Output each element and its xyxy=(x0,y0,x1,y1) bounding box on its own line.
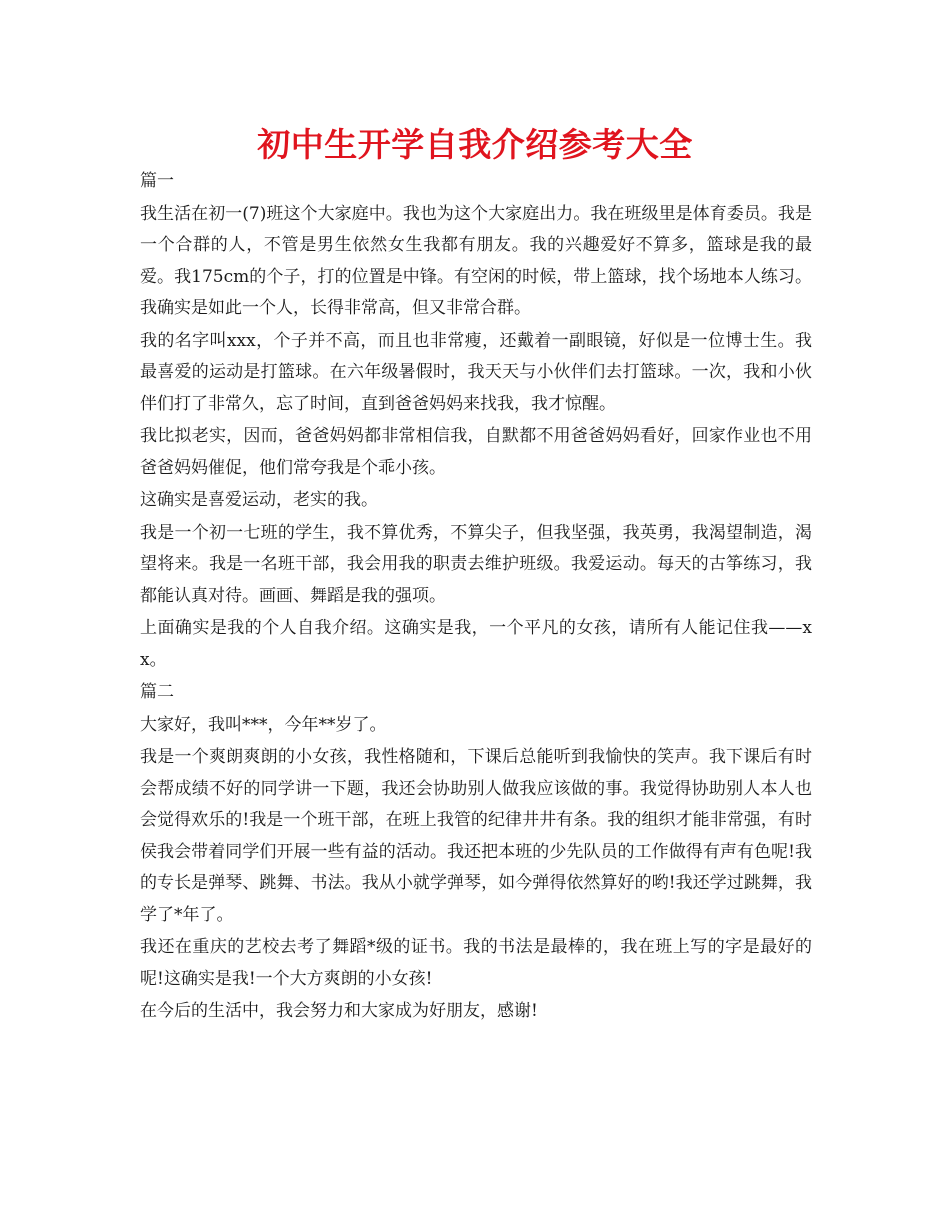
paragraph: 这确实是喜爱运动，老实的我。 xyxy=(140,490,378,510)
paragraph: 我是一个爽朗爽朗的小女孩，我性格随和，下课后总能听到我愉快的笑声。我下课后有时会帮成绩不好的同学讲一下题，我还会协助别人做我应该做的事。我觉得协助别人本人也会觉得欢乐的!我是一个班干部，在班上我管的纪律井井有条。我的组织才能非常强，有时侯我会带着同学们开展一些有益的活动。我还把本班的少先队员的工作做得有声有色呢!我的专长是弹琴、跳舞、书法。我从小就学弹琴，如今弹得依然算好的哟!我还学过跳舞，我学了*年了。 xyxy=(140,747,812,925)
paragraph: 我生活在初一(7)班这个大家庭中。我也为这个大家庭出力。我在班级里是体育委员。我是一个合群的人，不管是男生依然女生我都有朋友。我的兴趣爱好不算多，篮球是我的最爱。我175cm的个子，打的位置是中锋。有空闲的时候，带上篮球，找个场地本人练习。我确实是如此一个人，长得非常高，但又非常合群。 xyxy=(140,203,812,318)
paragraph: 我还在重庆的艺校去考了舞蹈*级的证书。我的书法是最棒的，我在班上写的字是最好的呢!这确实是我!一个大方爽朗的小女孩! xyxy=(140,937,812,989)
paragraph: 大家好，我叫***，今年**岁了。 xyxy=(140,714,387,735)
document-title: 初中生开学自我介绍参考大全 xyxy=(257,125,693,164)
paragraph: 我的名字叫xxx，个子并不高，而且也非常瘦，还戴着一副眼镜，好似是一位博士生。我最喜爱的运动是打篮球。在六年级暑假时，我天天与小伙伴们去打篮球。一次，我和小伙伴们打了非常久，忘了时间，直到爸爸妈妈来找我，我才惊醒。 xyxy=(140,330,812,414)
document-body xyxy=(140,166,812,1029)
paragraph: 我比拟老实，因而，爸爸妈妈都非常相信我，自默都不用爸爸妈妈看好，回家作业也不用爸爸妈妈催促，他们常夸我是个乖小孩。 xyxy=(140,426,812,478)
paragraph: 在今后的生活中，我会努力和大家成为好朋友，感谢! xyxy=(140,1001,538,1021)
section-heading-1: 篇一 xyxy=(140,171,174,191)
paragraph: 上面确实是我的个人自我介绍。这确实是我，一个平凡的女孩，请所有人能记住我——xx。 xyxy=(140,618,812,670)
section-heading-2: 篇二 xyxy=(140,682,174,702)
paragraph: 我是一个初一七班的学生，我不算优秀，不算尖子，但我坚强，我英勇，我渴望制造，渴望将来。我是一名班干部，我会用我的职责去维护班级。我爱运动。每天的古筝练习，我都能认真对待。画画、舞蹈是我的强项。 xyxy=(140,522,812,606)
